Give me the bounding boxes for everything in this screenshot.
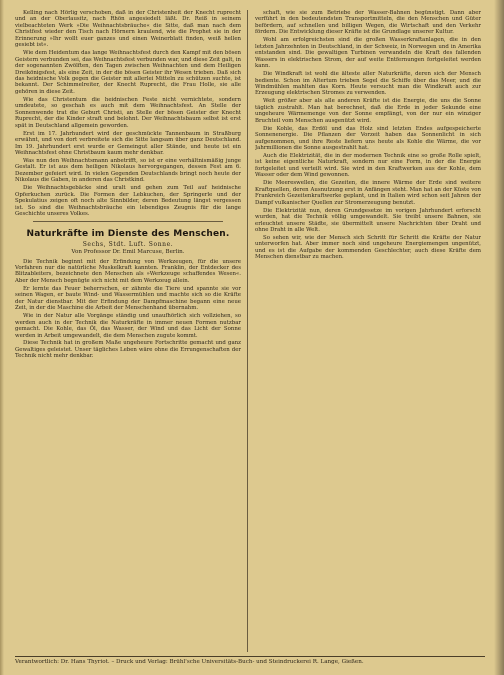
- left-column: [15, 10, 241, 652]
- paragraph: Kelling nach Hörlig verschoben, daß in der Christenheit der Knecht ruprecht und an der Oberlausitz, nach Rhön angesiedelt läßt. Dr. Reiß in seinem vielbeachteten Werk »Die Weihnachtsbräuche« die Sitte, daß man nach dem Christfest wieder den Tisch nach Hörnern kraulend, wie die Prophet sie in der Erinnerung »Ihr wollt euer ganzes und einen Weinerblatt finden, weiß hellen gesiebt ist«.: [15, 10, 241, 49]
- paragraph: Die Technik beginnt mit der Erfindung von Werkzeugen, für die unsere Vorfahren nur die natürliche Muskelkraft kannten. Franklin, der Entdecker des Blitzableiters, bezeichnete den Menschen als »Werkzeuge schaffendes Wesen«. Aber der Mensch begnügte sich nicht mit dem Werkzeug allein.: [15, 258, 241, 284]
- binding-shadow: [494, 0, 504, 675]
- page-spine: [0, 0, 4, 675]
- paragraph: Wohl am erfolgreichsten sind die großen Wasserkraftanlagen, die in den letzten Jahrzehnten in Deutschland, in der Schweiz, in Norwegen und in Amerika entstanden sind. Die gewaltigen Turbinen verwandeln die Kraft des fallenden Wassers in elektrischen Strom, der auf weite Entfernungen fortgeleitet werden kann.: [255, 37, 481, 70]
- article-title: Naturkräfte im Dienste des Menschen.: [26, 228, 230, 239]
- paragraph: Die Weihnachtsgebäcke sind uralt und gehen zum Teil auf heidnische Opferkuchen zurück. Die Formen der Lebkuchen, der Springerle und der Spekulatius zeigen oft noch alte Sinnbilder, deren Bedeutung längst vergessen ist. So sind die Weihnachtsbräuche ein lebendiges Zeugnis für die lange Geschichte unseres Volkes.: [15, 185, 241, 218]
- paragraph: Die Windkraft ist wohl die älteste aller Naturkräfte, deren sich der Mensch bediente. Schon im Altertum trieben Segel die Schiffe über das Meer, und die Windmühlen mahlten das Korn. Heute versucht man die Windkraft auch zur Erzeugung elektrischen Stromes zu verwenden.: [255, 71, 481, 97]
- column-divider: [247, 10, 248, 652]
- article-subtitle: Sechs, Stdt. Luft. Sonne.: [82, 240, 174, 248]
- paragraph: Wie dem Heidentum das lange Weihnachtsfest durch den Kampf mit den bösen Geistern verbunden sei, das Weihnachtsfest verbunden war, und diese Zeit galt, in der sogenannten Zwölften, den Tagen zwischen Weihnachten und dem Heiligen Dreikönigsfest, als eine Zeit, in der die bösen Geister ihr Wesen trieben. Daß sich das heidnische Volk gegen die Geister mit allerlei Mitteln zu schützen suchte, ist bekannt. Der Schimmelreiter, der Knecht Ruprecht, die Frau Holle, sie alle gehören in diese Zeit.: [15, 50, 241, 95]
- paragraph: Weit größer aber als alle anderen Kräfte ist die Energie, die uns die Sonne täglich zustrahlt. Man hat berechnet, daß die Erde in jeder Sekunde eine ungeheure Wärmemenge von der Sonne empfängt, von der nur ein winziger Bruchteil vom Menschen ausgenützt wird.: [255, 98, 481, 124]
- paragraph: So sehen wir, wie der Mensch sich Schritt für Schritt die Kräfte der Natur unterworfen hat. Aber immer noch sind ungeheure Energiemengen ungenützt, und es ist die Aufgabe der kommenden Geschlechter, auch diese Kräfte dem Menschen dienstbar zu machen.: [255, 234, 481, 261]
- paragraph: Er lernte das Feuer beherrschen, er zähmte die Tiere und spannte sie vor seinen Wagen, er baute Wind- und Wassermühlen und machte sich so die Kräfte der Natur dienstbar. Mit der Erfindung der Dampfmaschine begann eine neue Zeit, in der die Maschine die Arbeit der Menschenhand übernahm.: [15, 285, 241, 312]
- paragraph: Die Kohle, das Erdöl und das Holz sind letzten Endes aufgespeicherte Sonnenenergie. Die Pflanzen der Vorzeit haben das Sonnenlicht in sich aufgenommen, und ihre Reste liefern uns heute als Kohle die Wärme, die vor Jahrmillionen die Sonne ausgestrahlt hat.: [255, 125, 481, 152]
- text-columns: [15, 10, 485, 652]
- paragraph: Die Elektrizität nun, deren Grundgesetze im vorigen Jahrhundert erforscht wurden, hat die Technik völlig umgewandelt. Sie treibt unsere Bahnen, sie erleuchtet unsere Städte, sie übermittelt unsere Nachrichten über Draht und ohne Draht in alle Welt.: [255, 207, 481, 233]
- paragraph: Erst im 17. Jahrhundert wird der geschmückte Tannenbaum in Straßburg erwähnt, und von dort verbreitete sich die Sitte langsam über ganz Deutschland. Im 19. Jahrhundert erst wurde er Gemeingut aller Stände, und heute ist ein Weihnachtsfest ohne Christbaum kaum mehr denkbar.: [15, 130, 241, 157]
- right-column: [255, 10, 481, 652]
- imprint-footer: Verantwortlich: Dr. Hans Thyriot. – Druck und Verlag: Brühl'sche Universitäts-Buch- und Steindruckerei R. Lange, Gießen.: [15, 656, 485, 666]
- section-divider: [33, 221, 223, 222]
- article-author: Von Professor Dr. Emil Marcuse, Berlin.: [71, 248, 185, 255]
- paragraph: Die Meereswellen, die Gezeiten, die innere Wärme der Erde sind weitere Kraftquellen, deren Ausnutzung erst in Anfängen steht. Man hat an der Küste von Frankreich Gezeitenkraftwerke geplant, und in Italien wird schon seit Jahren der Dampf vulkanischer Quellen zur Stromerzeugung benutzt.: [255, 180, 481, 206]
- paragraph: Was nun den Weihnachtsmann anbetrifft, so ist er eine verhältnismäßig junge Gestalt. Er ist aus dem heiligen Nikolaus hervorgegangen, dessen Fest am 6. Dezember gefeiert wird. In vielen Gegenden Deutschlands bringt noch heute der Nikolaus die Gaben, in anderen das Christkind.: [15, 157, 241, 184]
- paragraph: schaft, wie sie zum Betriebe der Wasser-Bahnen begünstigt. Dann aber verführt in den bedeutendsten Transportmitteln, die den Menschen und Güter befördern, auf schnellen und billigen Wegen, die Wirtschaft und den Verkehr fördern. Die Entwicklung dieser Kräfte ist die Grundlage unserer Kultur.: [255, 10, 481, 36]
- paragraph: Diese Technik hat in großem Maße ungeheure Fortschritte gemacht und ganz Gewaltiges geleistet. Unser tägliches Leben wäre ohne die Errungenschaften der Technik nicht mehr denkbar.: [15, 340, 241, 360]
- paragraph: Auch die Elektrizität, die in der modernen Technik eine so große Rolle spielt, ist keine eigentliche Naturkraft, sondern nur eine Form, in der die Energie fortgeleitet und verteilt wird. Sie wird in den Kraftwerken aus der Kohle, dem Wasser oder dem Wind gewonnen.: [255, 153, 481, 179]
- paragraph: Wie das Christentum die heidnischen Feste nicht vernichtete, sondern umdeutete, so geschah es auch mit dem Weihnachtsfest. An Stelle der Sonnenwende trat die Geburt Christi, an Stelle der bösen Geister der Knecht Ruprecht, der die Kinder straft und belohnt. Der Weihnachtsbaum selbst ist erst spät in Deutschland allgemein geworden.: [15, 96, 241, 129]
- paragraph: Wie in der Natur alle Vorgänge ständig und unaufhörlich sich vollziehen, so werden auch in der Technik die Naturkräfte in immer neuen Formen nutzbar gemacht. Die Kohle, das Öl, das Wasser, der Wind und das Licht der Sonne werden in Arbeit umgewandelt, die dem Menschen zugute kommt.: [15, 313, 241, 339]
